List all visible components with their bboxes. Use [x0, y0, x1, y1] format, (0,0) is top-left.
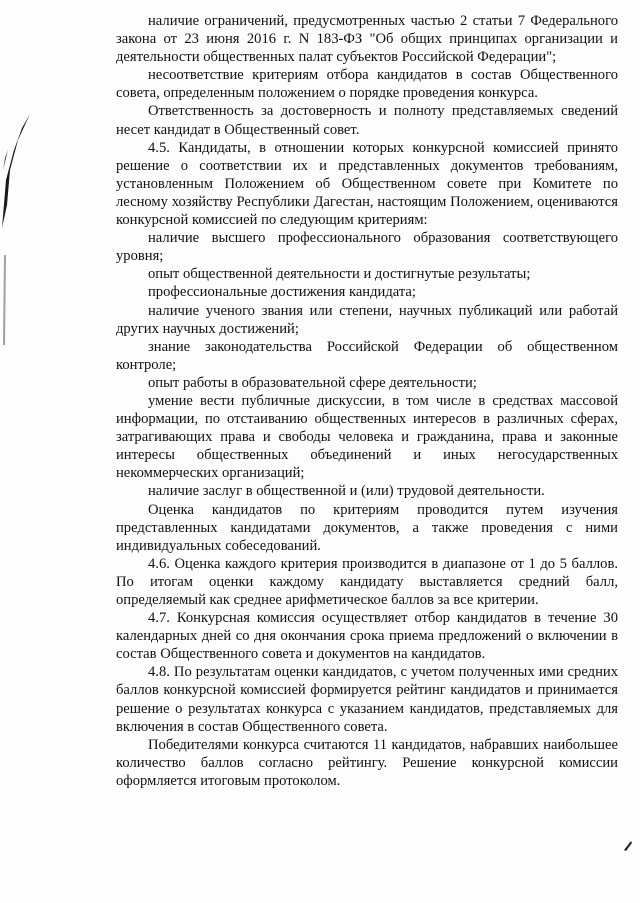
document-body — [116, 12, 618, 790]
paragraph: 4.7. Конкурсная комиссия осуществляет отбор кандидатов в течение 30 календарных дней со дня окончания срока приема предложений о включении в состав Общественного совета и документов на кандидатов. — [116, 610, 618, 663]
paragraph: знание законодательства Российской Федерации об общественном контроле; — [116, 338, 618, 373]
paragraph: 4.6. Оценка каждого критерия производится в диапазоне от 1 до 5 баллов. По итогам оценки каждому кандидату выставляется средний балл, определяемый как среднее арифметическое баллов за все критерии. — [116, 555, 618, 608]
paragraph: наличие заслуг в общественной и (или) трудовой деятельности. — [148, 483, 545, 500]
paragraph: умение вести публичные дискуссии, в том числе в средствах массовой информации, по отстаиванию общественных интересов в различных сферах, затрагивающих права и свободы человека и гражданина, права и законные интересы общественных объединений и иных негосударственных некоммерческих организаций; — [116, 392, 618, 482]
scan-edge-mark-icon — [0, 110, 40, 230]
paragraph: наличие ограничений, предусмотренных частью 2 статьи 7 Федерального закона от 23 июня 2016 г. N 183-ФЗ "Об общих принципах организации и деятельности общественных палат субъектов Российской Федерации"; — [116, 13, 618, 66]
paragraph: опыт работы в образовательной сфере деятельности; — [148, 374, 477, 391]
scan-corner-mark-icon — [622, 838, 634, 852]
paragraph: Оценка кандидатов по критериям проводится путем изучения представленных кандидатами документов, а также проведения с ними индивидуальных собеседований. — [116, 501, 618, 554]
paragraph: Победителями конкурса считаются 11 кандидатов, набравших наибольшее количество баллов согласно рейтингу. Решение конкурсной комиссии оформляется итоговым протоколом. — [116, 736, 618, 789]
paragraph: профессиональные достижения кандидата; — [148, 284, 416, 301]
paragraph: опыт общественной деятельности и достигнутые результаты; — [148, 266, 531, 283]
paragraph: несоответствие критериям отбора кандидатов в состав Общественного совета, определенным положением о порядке проведения конкурса. — [116, 67, 618, 102]
paragraph: 4.5. Кандидаты, в отношении которых конкурсной комиссией принято решение о соответствии их и представленных документов требованиям, установленным Положением об Общественном совете при Комитете по лесному хозяйству Республики Дагестан, настоящим Положением, оцениваются конкурсной комиссией по следующим критериям: — [116, 139, 618, 229]
paragraph: наличие высшего профессионального образования соответствующего уровня; — [116, 230, 618, 265]
scan-dot-mark-icon — [0, 255, 14, 345]
paragraph: Ответственность за достоверность и полноту представляемых сведений несет кандидат в Общественный совет. — [116, 103, 618, 138]
paragraph: 4.8. По результатам оценки кандидатов, с учетом полученных ими средних баллов конкурсной комиссией формируется рейтинг кандидатов и принимается решение о результатах конкурса с указанием кандидатов, представляемых для включения в состав Общественного совета. — [116, 664, 618, 735]
paragraph: наличие ученого звания или степени, научных публикаций или работай других научных достижений; — [116, 302, 618, 337]
